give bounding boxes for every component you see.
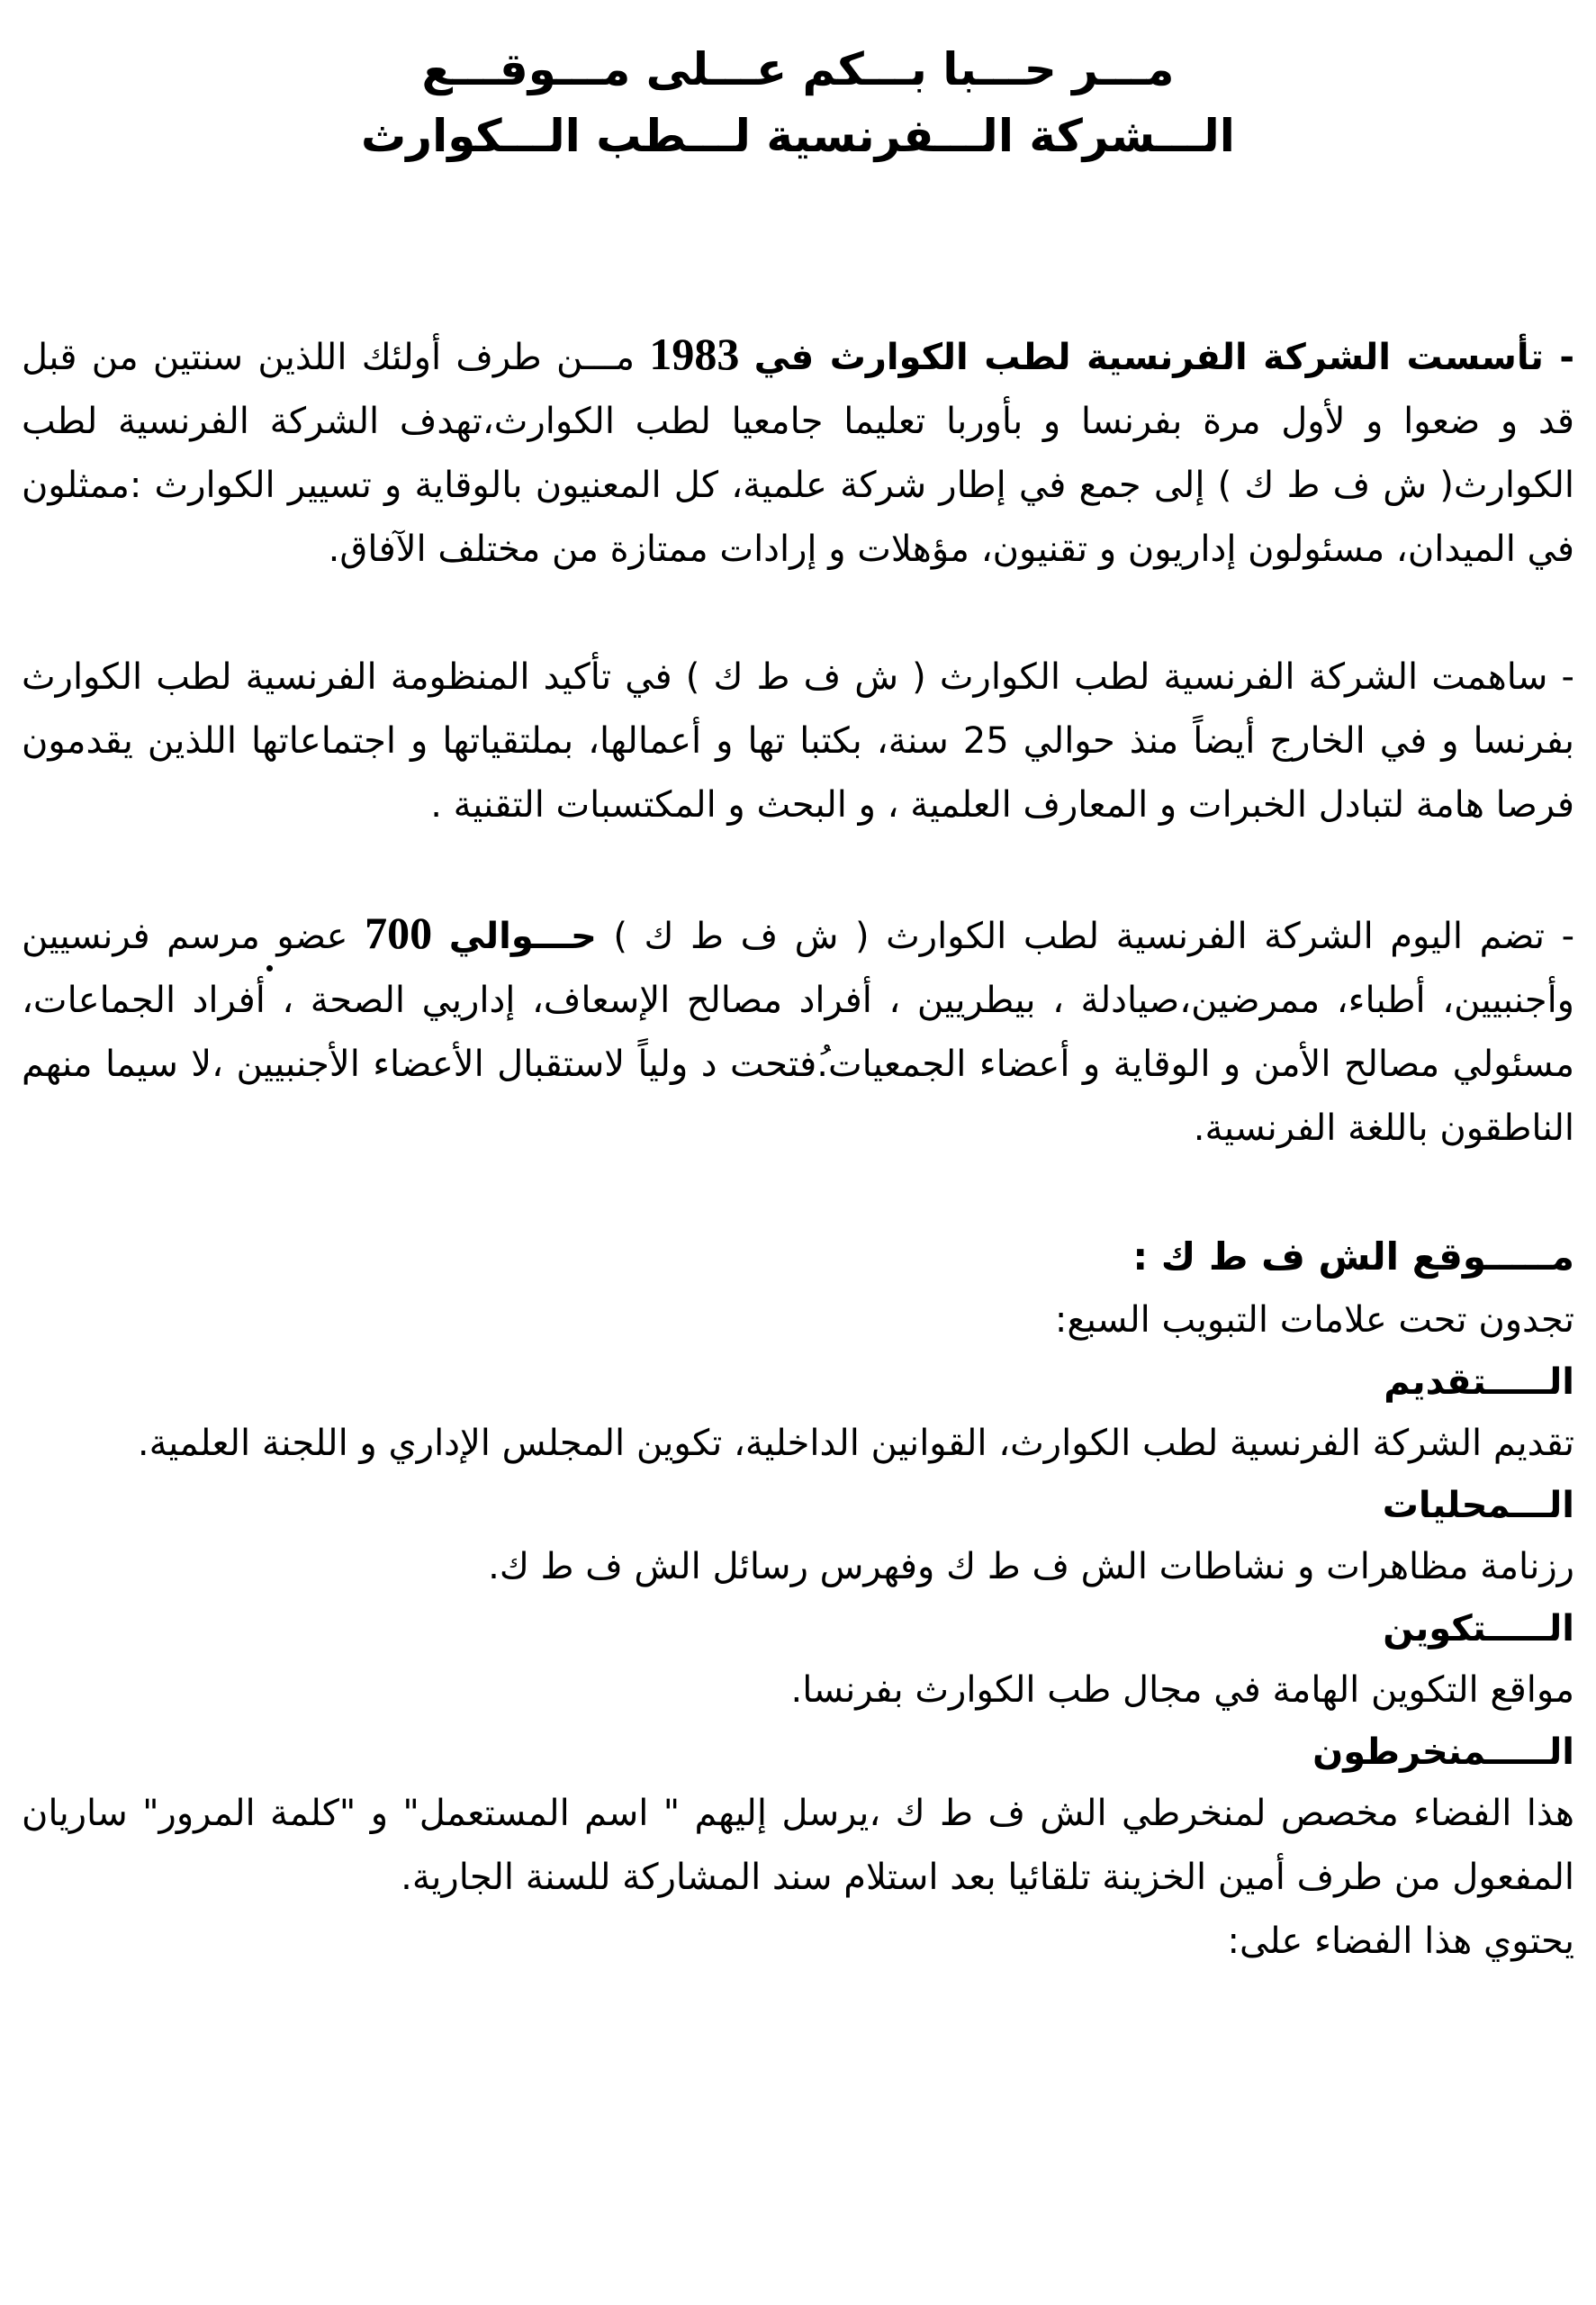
spacer bbox=[22, 837, 1574, 901]
founding-text: مـــن طرف أولئك اللذين سنتين من قبل قد و ضعوا و لأول مرة بفرنسا و بأوربا تعليما جامعيا لطب الكوارث،تهدف الشركة الفرنسية لطب الكوارث( ش ف ط ك ) إلى جمع في إطار شركة علمية، كل المعنيون بالوقاية و تسيير الكوارث :ممثلون في الميدان، مسئولون إداريون و تقنيون، مؤهلات و إرادات ممتازة من مختلف الآفاق. bbox=[22, 337, 1574, 570]
spacer bbox=[22, 582, 1574, 646]
members-count: 700 bbox=[365, 908, 433, 958]
members-about: حـــوالي bbox=[448, 916, 597, 957]
document-title bbox=[22, 36, 1574, 169]
tab-desc-members: هذا الفضاء مخصص لمنخرطي الش ف ط ك ،يرسل إليهم " اسم المستعمل" و "كلمة المرور" ساريان المفعول من طرف أمين الخزينة تلقائيا بعد استلام سند المشاركة للسنة الجارية. bbox=[22, 1793, 1574, 1898]
paragraph-members bbox=[22, 901, 1574, 1161]
scan-speck bbox=[266, 965, 273, 972]
founding-lead: - تأسست الشركة الفرنسية لطب الكوارث في bbox=[753, 337, 1574, 378]
spacer bbox=[22, 1161, 1574, 1225]
tab-desc-local-news: رزنامة مظاهرات و نشاطات الش ف ط ك وفهرس رسائل الش ف ط ك. bbox=[488, 1546, 1574, 1587]
tab-desc-training: مواقع التكوين الهامة في مجال طب الكوارث بفرنسا. bbox=[790, 1669, 1574, 1711]
space-contains: يحتوي هذا الفضاء على: bbox=[1227, 1921, 1574, 1962]
tab-title-presentation: الـــــتقديم bbox=[1384, 1361, 1574, 1403]
tab-desc-presentation: تقديم الشركة الفرنسية لطب الكوارث، القوانين الداخلية، تكوين المجلس الإداري و اللجنة العلمية. bbox=[137, 1423, 1574, 1464]
title-line-2: الـــشركة الـــفرنسية لـــطب الـــكوارث bbox=[361, 110, 1235, 162]
site-intro: تجدون تحت علامات التبويب السبع: bbox=[1054, 1299, 1574, 1341]
members-lead: - تضم اليوم الشركة الفرنسية لطب الكوارث ( ش ف ط ك ) bbox=[613, 916, 1575, 957]
tab-title-training: الـــــتكوين bbox=[1383, 1608, 1574, 1650]
spacer bbox=[22, 169, 1574, 322]
title-line-1: مـــر حـــبا بـــكم عـــلى مـــوقـــع bbox=[421, 43, 1175, 95]
members-text: عضو مرسم فرنسيين وأجنبيين، أطباء، ممرضين،صيادلة ، بيطريين ، أفراد مصالح الإسعاف، إداريي الصحة ، أفراد الجماعات، مسئولي مصالح الأمن و الوقاية و أعضاء الجمعيات.ُفتحت د ولياً لاستقبال الأعضاء الأجنبيين ،لا سيما منهم الناطقون باللغة الفرنسية. bbox=[22, 916, 1574, 1149]
paragraph-founding bbox=[22, 322, 1574, 582]
tab-title-members: الـــــمنخرطون bbox=[1312, 1731, 1574, 1773]
site-heading: مـــــوقع الش ف ط ك : bbox=[1132, 1234, 1574, 1279]
tab-title-local-news: الـــمحليات bbox=[1382, 1485, 1574, 1526]
founding-year: 1983 bbox=[649, 329, 740, 379]
paragraph-contribution: - ساهمت الشركة الفرنسية لطب الكوارث ( ش ف ط ك ) في تأكيد المنظومة الفرنسية لطب الكوارث بفرنسا و في الخارج أيضاً منذ حوالي 25 سنة، بكتبا تها و أعمالها، بملتقياتها و اجتماعاتها اللذين يقدمون فرصا هامة لتبادل الخبرات و المعارف العلمية ، و البحث و المكتسبات التقنية . bbox=[22, 656, 1574, 826]
tab-list bbox=[22, 1352, 1574, 1910]
